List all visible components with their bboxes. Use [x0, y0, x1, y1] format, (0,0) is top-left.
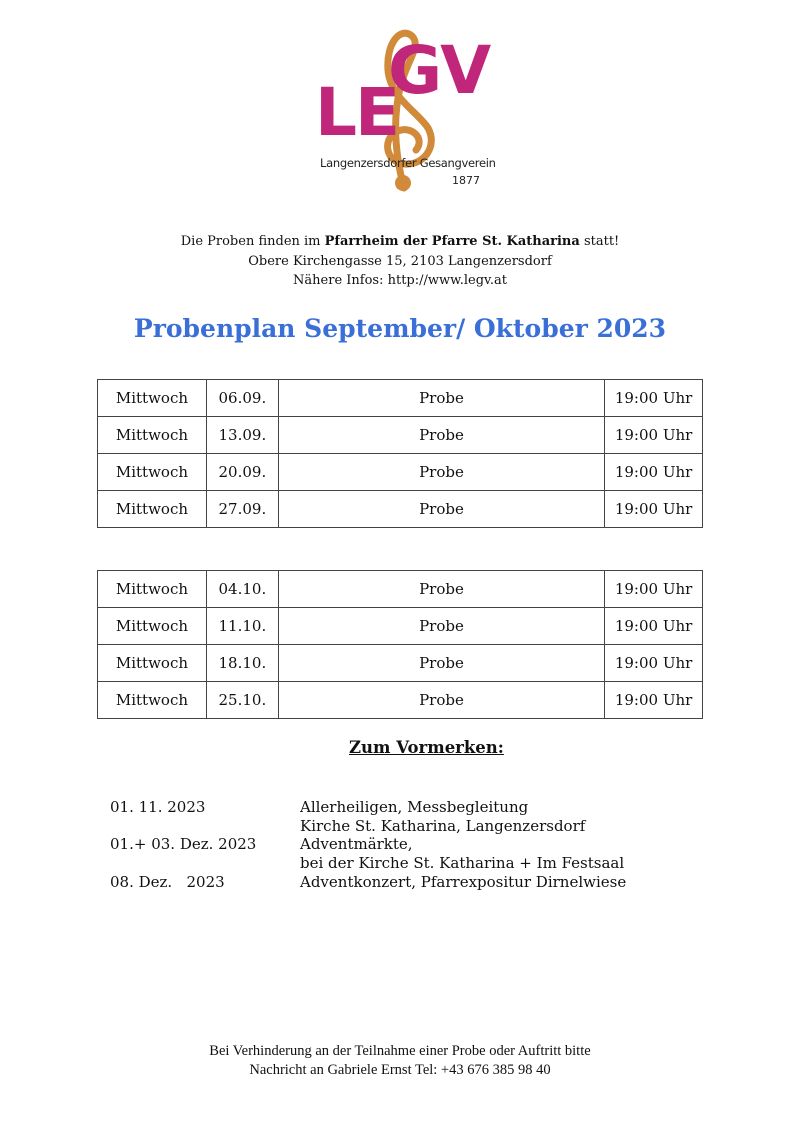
- list-item: [110, 854, 626, 873]
- date-cell: 25.10.: [206, 682, 278, 719]
- time-cell: 19:00 Uhr: [605, 417, 703, 454]
- reminders-heading: Zum Vormerken:: [349, 738, 504, 757]
- table-row: [98, 571, 703, 608]
- time-cell: 19:00 Uhr: [605, 682, 703, 719]
- page-title: Probenplan September/ Oktober 2023: [133, 314, 667, 343]
- logo-year: 1877: [452, 174, 480, 187]
- weekday-cell: Mittwoch: [98, 491, 207, 528]
- list-item: [110, 835, 626, 854]
- table-row: [98, 417, 703, 454]
- event-cell: Probe: [278, 417, 604, 454]
- reminder-text: bei der Kirche St. Katharina + Im Festsaal: [300, 854, 625, 873]
- rehearsal-info: [0, 232, 800, 291]
- footer-line-1: Bei Verhinderung an der Teilnahme einer Probe oder Auftritt bitte: [209, 1043, 591, 1059]
- logo-letters-gv: GV: [388, 32, 490, 109]
- table-row: [98, 608, 703, 645]
- time-cell: 19:00 Uhr: [605, 608, 703, 645]
- info-line-1: Die Proben finden im Pfarrheim der Pfarre St. Katharina statt!: [180, 234, 620, 249]
- table-row: [98, 645, 703, 682]
- weekday-cell: Mittwoch: [98, 682, 207, 719]
- weekday-cell: Mittwoch: [98, 380, 207, 417]
- reminder-date: 08. Dez. 2023: [110, 872, 225, 891]
- event-cell: Probe: [278, 682, 604, 719]
- legv-logo: [300, 28, 500, 200]
- time-cell: 19:00 Uhr: [605, 645, 703, 682]
- weekday-cell: Mittwoch: [98, 417, 207, 454]
- footer-contact: [0, 1042, 800, 1080]
- logo-club-name: Langenzersdorfer Gesangverein: [320, 156, 496, 170]
- event-cell: Probe: [278, 454, 604, 491]
- time-cell: 19:00 Uhr: [605, 454, 703, 491]
- table-row: [98, 682, 703, 719]
- reminder-text: Kirche St. Katharina, Langenzersdorf: [300, 816, 586, 835]
- table-row: [98, 380, 703, 417]
- weekday-cell: Mittwoch: [98, 645, 207, 682]
- schedule-table-october: [97, 570, 703, 719]
- info-location: Pfarrheim der Pfarre St. Katharina: [324, 234, 580, 249]
- date-cell: 27.09.: [206, 491, 278, 528]
- reminder-text: Adventmärkte,: [300, 835, 413, 854]
- reminder-text: Adventkonzert, Pfarrexpositur Dirnelwiese: [300, 872, 627, 891]
- footer-line-2: Nachricht an Gabriele Ernst Tel: +43 676 385 98 40: [249, 1062, 551, 1078]
- schedule-table-september: [97, 379, 703, 528]
- time-cell: 19:00 Uhr: [605, 380, 703, 417]
- reminders-list: [110, 798, 626, 892]
- date-cell: 13.09.: [206, 417, 278, 454]
- logo-letters-le: LE: [315, 74, 399, 151]
- date-cell: 06.09.: [206, 380, 278, 417]
- info-website: Nähere Infos: http://www.legv.at: [293, 273, 507, 288]
- event-cell: Probe: [278, 645, 604, 682]
- reminder-date: 01.+ 03. Dez. 2023: [110, 835, 257, 854]
- reminder-date: [110, 817, 300, 836]
- date-cell: 20.09.: [206, 454, 278, 491]
- event-cell: Probe: [278, 571, 604, 608]
- date-cell: 18.10.: [206, 645, 278, 682]
- reminder-date: 01. 11. 2023: [110, 798, 206, 816]
- list-item: [110, 798, 626, 817]
- date-cell: 11.10.: [206, 608, 278, 645]
- event-cell: Probe: [278, 380, 604, 417]
- table-row: [98, 491, 703, 528]
- reminder-text: Allerheiligen, Messbegleitung: [300, 798, 529, 816]
- event-cell: Probe: [278, 608, 604, 645]
- info-address: Obere Kirchengasse 15, 2103 Langenzersdorf: [248, 253, 552, 269]
- weekday-cell: Mittwoch: [98, 571, 207, 608]
- weekday-cell: Mittwoch: [98, 454, 207, 491]
- reminder-date: [110, 854, 300, 873]
- table-row: [98, 454, 703, 491]
- time-cell: 19:00 Uhr: [605, 571, 703, 608]
- event-cell: Probe: [278, 491, 604, 528]
- list-item: [110, 873, 626, 892]
- time-cell: 19:00 Uhr: [605, 491, 703, 528]
- list-item: [110, 817, 626, 836]
- date-cell: 04.10.: [206, 571, 278, 608]
- weekday-cell: Mittwoch: [98, 608, 207, 645]
